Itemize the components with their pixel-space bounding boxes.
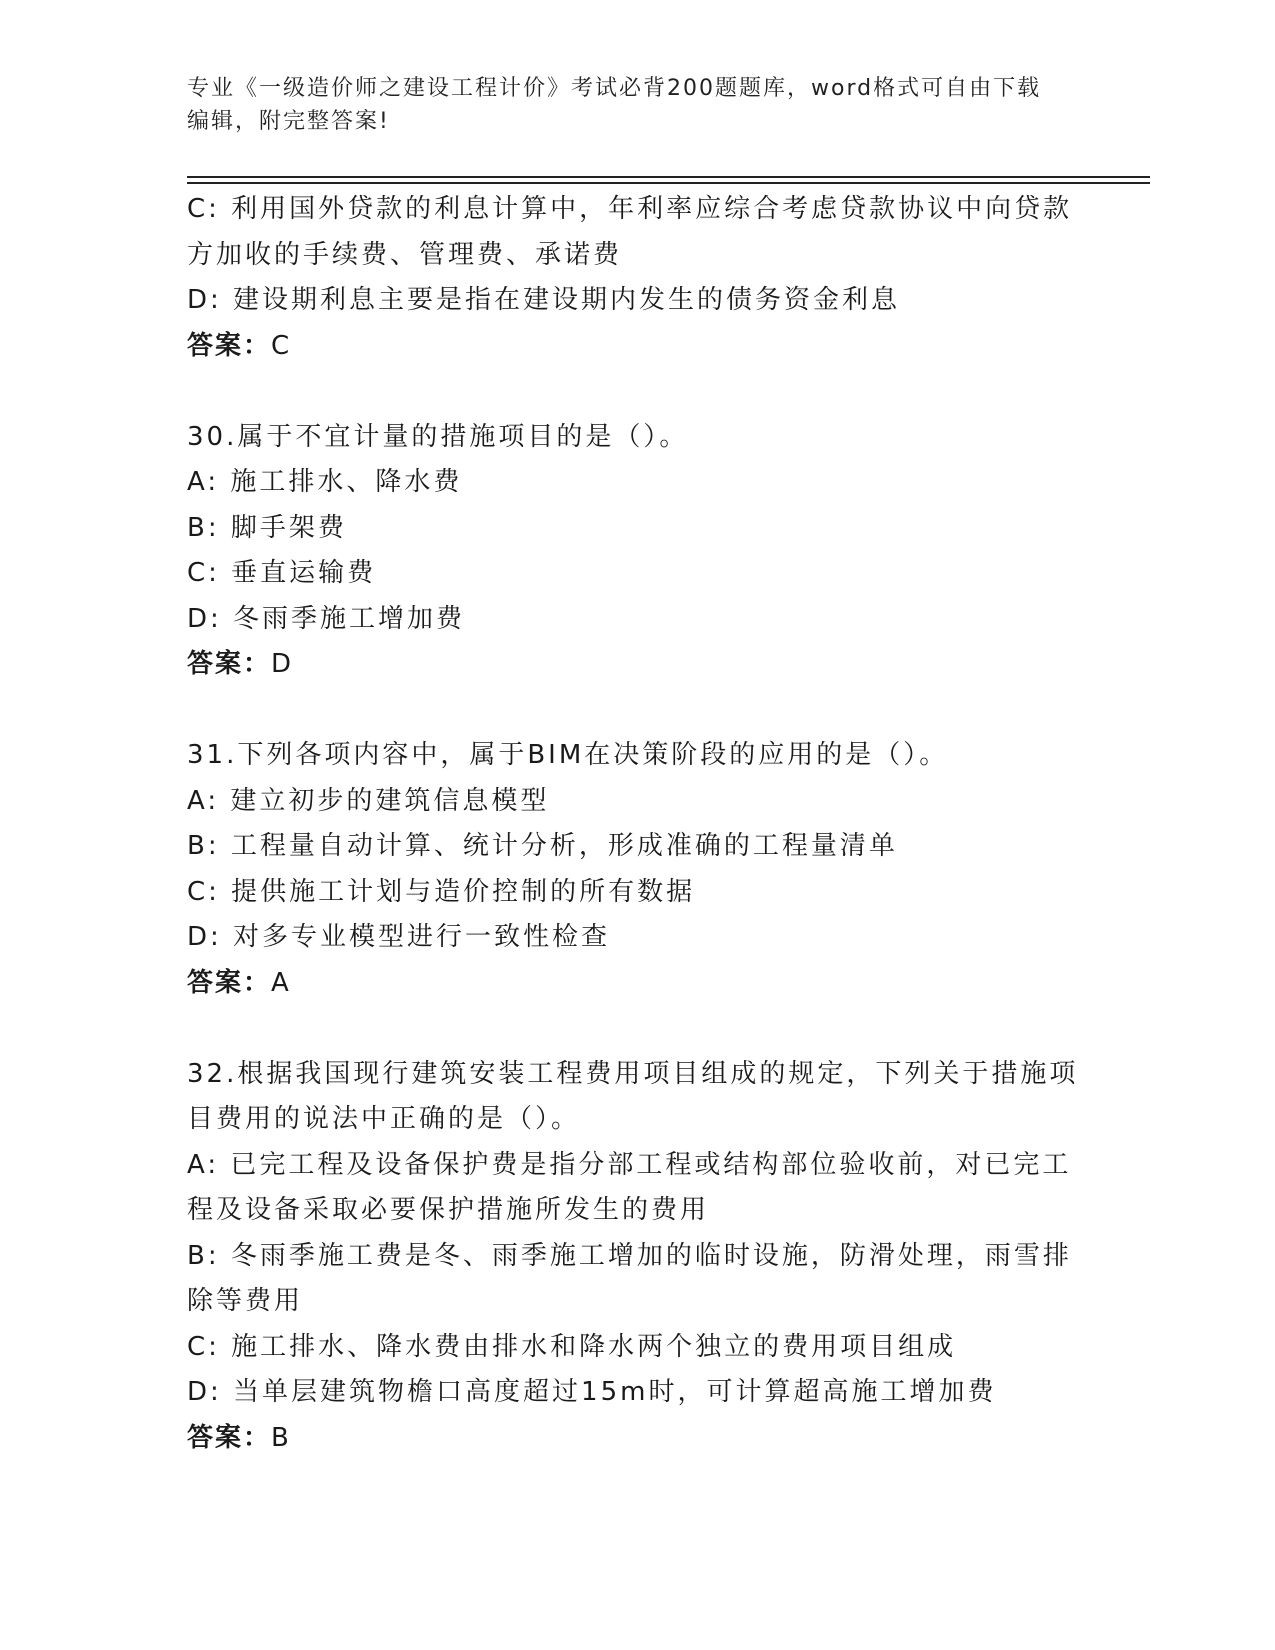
question-31 — [187, 733, 1087, 1006]
header-line-2: 编辑，附完整答案! — [187, 109, 390, 134]
option-a: A: 已完工程及设备保护费是指分部工程或结构部位验收前，对已完工 — [187, 1149, 1072, 1180]
question-32 — [187, 1052, 1087, 1462]
answer-value: C — [271, 330, 292, 361]
answer-label: 答案： — [187, 967, 272, 998]
option-d: D: 冬雨季施工增加费 — [187, 603, 466, 634]
option-c: C: 利用国外贷款的利息计算中，年利率应综合考虑贷款协议中向贷款 — [187, 194, 1073, 224]
option-c-continued: 方加收的手续费、管理费、承诺费 — [187, 239, 623, 270]
answer-line — [187, 642, 1087, 688]
answer-line — [187, 324, 1087, 370]
option-b-continued: 除等费用 — [187, 1286, 304, 1316]
question-spacer — [187, 369, 1087, 415]
answer-label: 答案： — [187, 330, 272, 361]
question-stem: 32.根据我国现行建筑安装工程费用项目组成的规定，下列关于措施项 — [187, 1058, 1079, 1089]
answer-label: 答案： — [187, 649, 272, 679]
answer-value: B — [271, 1422, 291, 1453]
document-header — [187, 72, 1067, 138]
option-b: B: 工程量自动计算、统计分析，形成准确的工程量清单 — [187, 831, 898, 861]
option-c: C: 垂直运输费 — [187, 558, 377, 588]
header-divider-top — [187, 176, 1150, 178]
option-d: D: 当单层建筑物檐口高度超过15m时，可计算超高施工增加费 — [187, 1377, 997, 1407]
answer-line — [187, 1416, 1087, 1462]
question-29-tail — [187, 187, 1087, 369]
question-spacer — [187, 1006, 1087, 1052]
question-stem: 31.下列各项内容中，属于BIM在决策阶段的应用的是（）。 — [187, 740, 949, 770]
option-a: A: 施工排水、降水费 — [187, 467, 463, 497]
option-d: D: 建设期利息主要是指在建设期内发生的债务资金利息 — [187, 285, 901, 315]
option-a-continued: 程及设备采取必要保护措施所发生的费用 — [187, 1195, 710, 1225]
option-c: C: 提供施工计划与造价控制的所有数据 — [187, 876, 696, 907]
option-d: D: 对多专业模型进行一致性检查 — [187, 922, 611, 952]
answer-value: D — [271, 649, 294, 679]
question-spacer — [187, 688, 1087, 734]
answer-value: A — [271, 967, 291, 998]
answer-line — [187, 961, 1087, 1007]
question-list — [187, 187, 1087, 1461]
header-divider-bottom — [187, 182, 1150, 184]
answer-label: 答案： — [187, 1422, 272, 1453]
question-stem: 30.属于不宜计量的措施项目的是（）。 — [187, 421, 689, 452]
header-line-1: 专业《一级造价师之建设工程计价》考试必背200题题库，word格式可自由下载 — [187, 76, 1042, 101]
question-30 — [187, 415, 1087, 688]
option-b: B: 冬雨季施工费是冬、雨季施工增加的临时设施，防滑处理，雨雪排 — [187, 1240, 1072, 1271]
question-stem-continued: 目费用的说法中正确的是（）。 — [187, 1104, 581, 1134]
option-a: A: 建立初步的建筑信息模型 — [187, 785, 550, 816]
option-b: B: 脚手架费 — [187, 512, 347, 543]
option-c: C: 施工排水、降水费由排水和降水两个独立的费用项目组成 — [187, 1331, 957, 1362]
